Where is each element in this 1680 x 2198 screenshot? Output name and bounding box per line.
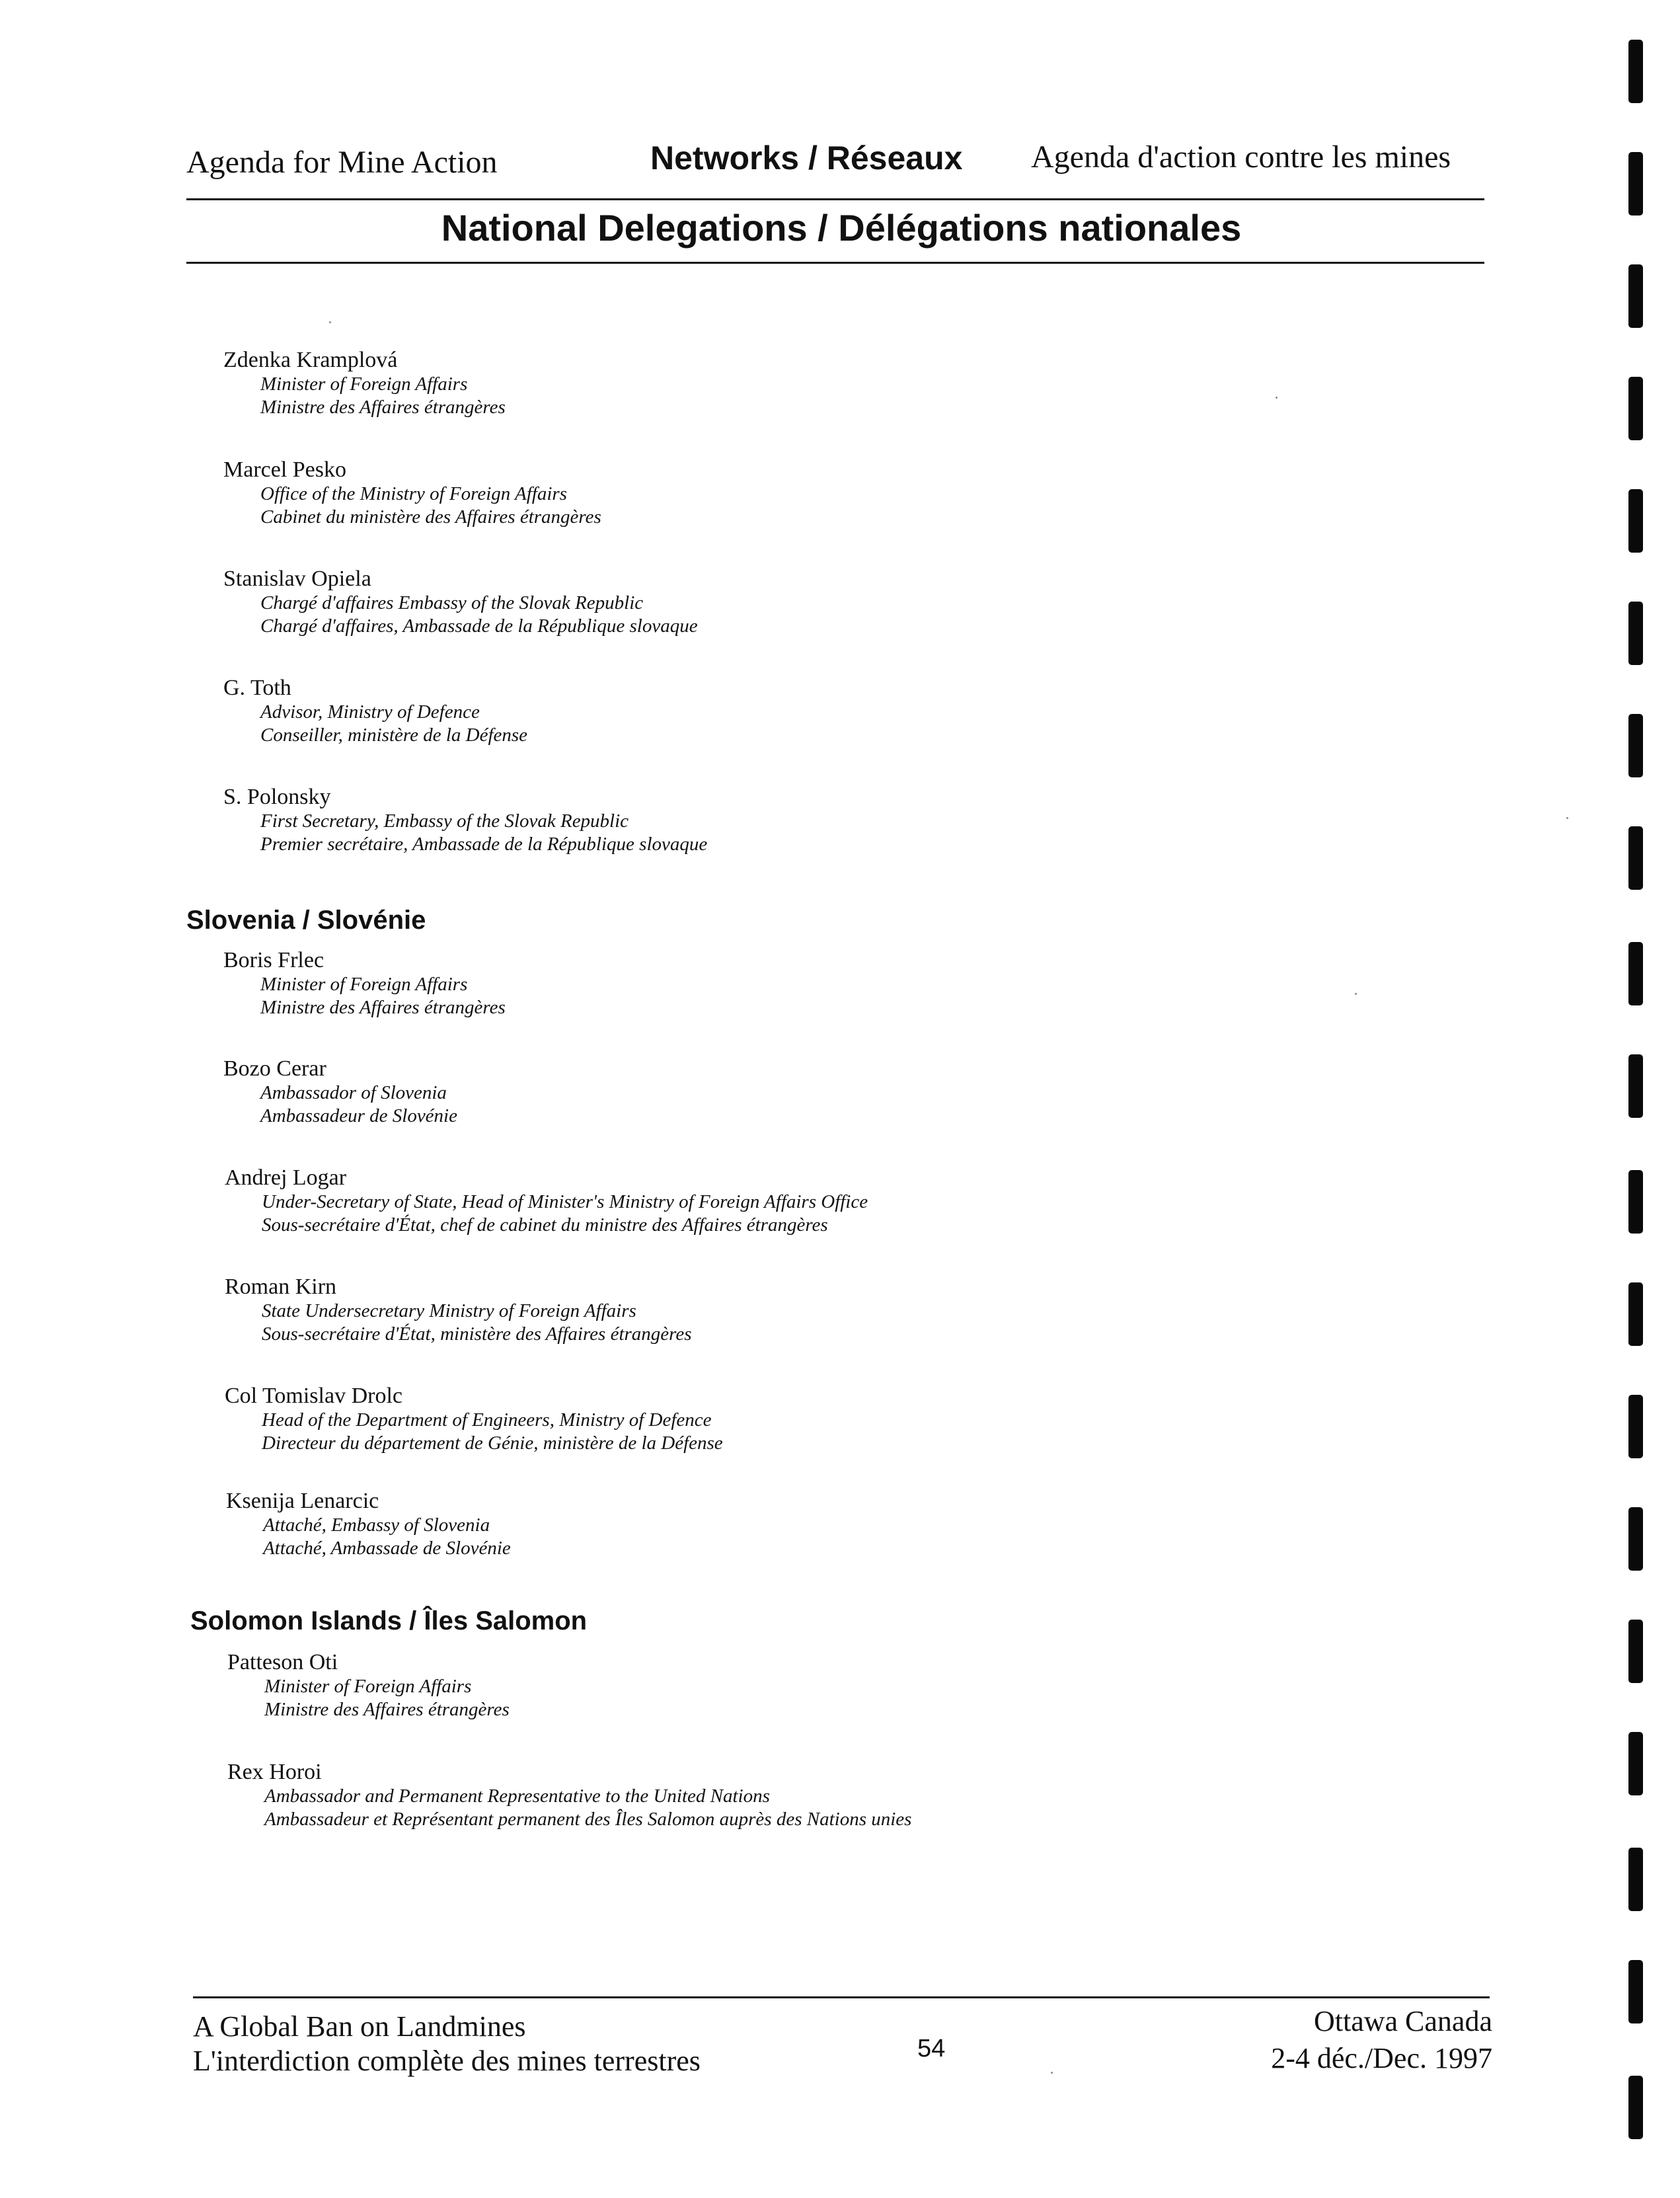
delegate-role-fr: Directeur du département de Génie, ministère de la Défense — [262, 1433, 723, 1454]
footer-right-line2: 2-4 déc./Dec. 1997 — [1271, 2042, 1492, 2074]
binding-hole — [1628, 264, 1643, 328]
header-right-title: Agenda d'action contre les mines — [1031, 139, 1451, 175]
binding-hole — [1628, 1848, 1643, 1911]
delegate-entry — [223, 567, 698, 638]
binding-hole — [1628, 942, 1643, 1005]
page-number: 54 — [917, 2035, 946, 2062]
scan-speck — [1051, 2072, 1053, 2074]
delegate-name: G. Toth — [223, 676, 291, 700]
delegate-name: Marcel Pesko — [223, 457, 347, 482]
delegate-role-en: Minister of Foreign Affairs — [264, 1676, 472, 1697]
delegate-role-en: Ambassador and Permanent Representative to the United Nations — [264, 1786, 770, 1807]
delegate-name: Col Tomislav Drolc — [225, 1384, 402, 1408]
delegate-entry — [227, 1760, 911, 1831]
delegate-role-fr: Ministre des Affaires étrangères — [264, 1699, 510, 1720]
page-title: National Delegations / Délégations nationales — [441, 207, 1242, 249]
delegate-role-fr: Chargé d'affaires, Ambassade de la République slovaque — [260, 615, 698, 637]
scan-speck — [1276, 397, 1278, 399]
delegate-name: Patteson Oti — [227, 1650, 338, 1674]
binding-hole — [1628, 152, 1643, 216]
header-center-title: Networks / Réseaux — [650, 139, 963, 177]
scan-speck — [329, 321, 331, 323]
delegate-role-en: Ambassador of Slovenia — [260, 1082, 447, 1103]
footer-right — [1271, 2003, 1492, 2077]
footer-left-line2: L'interdiction complète des mines terrestres — [193, 2045, 701, 2077]
binding-hole — [1628, 1395, 1643, 1458]
binding-hole — [1628, 1054, 1643, 1118]
binding-hole — [1628, 1960, 1643, 2023]
delegate-role-en: Attaché, Embassy of Slovenia — [263, 1514, 490, 1536]
section-heading-solomon-islands: Solomon Islands / Îles Salomon — [190, 1606, 588, 1635]
delegate-role-en: Office of the Ministry of Foreign Affairs — [260, 483, 567, 504]
scan-speck — [1566, 817, 1568, 819]
delegate-role-fr: Ministre des Affaires étrangères — [260, 397, 506, 418]
delegate-role-fr: Ambassadeur de Slovénie — [260, 1105, 457, 1126]
delegate-role-fr: Sous-secrétaire d'État, ministère des Affaires étrangères — [262, 1323, 692, 1345]
delegate-entry — [227, 1650, 510, 1721]
binding-hole — [1628, 40, 1643, 103]
delegate-role-fr: Cabinet du ministère des Affaires étrangères — [260, 506, 601, 528]
binding-hole — [1628, 2076, 1643, 2139]
delegate-role-fr: Ministre des Affaires étrangères — [260, 997, 506, 1018]
delegate-role-en: Chargé d'affaires Embassy of the Slovak Republic — [260, 592, 644, 613]
section-heading-slovenia: Slovenia / Slovénie — [186, 906, 426, 935]
delegate-role-fr: Sous-secrétaire d'État, chef de cabinet du ministre des Affaires étrangères — [262, 1214, 828, 1236]
delegate-entry — [223, 676, 527, 747]
delegate-role-fr: Premier secrétaire, Ambassade de la République slovaque — [260, 834, 708, 855]
delegate-role-en: Advisor, Ministry of Defence — [260, 701, 480, 723]
binding-hole — [1628, 1620, 1643, 1683]
delegate-role-en: Minister of Foreign Affairs — [260, 373, 468, 395]
delegate-entry — [223, 348, 506, 419]
delegate-role-en: Minister of Foreign Affairs — [260, 974, 468, 995]
footer-left-line1: A Global Ban on Landmines — [193, 2010, 526, 2043]
delegate-entry — [223, 785, 707, 856]
delegate-role-en: First Secretary, Embassy of the Slovak Republic — [260, 810, 629, 832]
delegate-entry — [223, 457, 601, 529]
delegate-name: Andrej Logar — [225, 1165, 347, 1190]
delegate-role-en: Under-Secretary of State, Head of Minister's Ministry of Foreign Affairs Office — [262, 1191, 868, 1212]
binding-hole — [1628, 714, 1643, 777]
delegate-entry — [223, 1056, 457, 1128]
binding-hole — [1628, 377, 1643, 440]
scan-speck — [1355, 993, 1357, 995]
delegate-entry — [223, 948, 506, 1019]
delegate-name: Zdenka Kramplová — [223, 348, 398, 372]
binding-hole — [1628, 1170, 1643, 1234]
delegate-name: S. Polonsky — [223, 785, 331, 809]
delegate-role-fr: Conseiller, ministère de la Défense — [260, 725, 528, 746]
delegate-name: Rex Horoi — [227, 1760, 322, 1784]
delegate-role-en: State Undersecretary Ministry of Foreign Affairs — [262, 1300, 636, 1321]
delegate-entry — [225, 1165, 868, 1237]
header-left-title: Agenda for Mine Action — [186, 145, 498, 180]
footer-rule — [193, 1996, 1490, 1998]
binding-hole — [1628, 826, 1643, 890]
delegate-entry — [225, 1275, 692, 1346]
delegate-name: Roman Kirn — [225, 1275, 337, 1299]
delegate-role-fr: Ambassadeur et Représentant permanent des Îles Salomon auprès des Nations unies — [264, 1809, 912, 1830]
delegate-name: Bozo Cerar — [223, 1056, 326, 1081]
header-rule-top — [186, 198, 1484, 200]
delegate-name: Boris Frlec — [223, 948, 325, 972]
header-rule-bottom — [186, 262, 1484, 264]
binding-hole — [1628, 1507, 1643, 1571]
delegate-role-fr: Attaché, Ambassade de Slovénie — [263, 1538, 511, 1559]
delegate-entry — [225, 1384, 723, 1455]
binding-hole — [1628, 489, 1643, 553]
delegate-name: Ksenija Lenarcic — [226, 1489, 379, 1513]
delegate-entry — [226, 1489, 511, 1560]
binding-hole — [1628, 1732, 1643, 1795]
binding-hole — [1628, 1282, 1643, 1346]
footer-right-line1: Ottawa Canada — [1314, 2005, 1492, 2037]
binding-hole — [1628, 602, 1643, 665]
delegate-role-en: Head of the Department of Engineers, Ministry of Defence — [262, 1409, 712, 1431]
footer-left — [193, 2010, 701, 2078]
delegate-name: Stanislav Opiela — [223, 567, 371, 591]
